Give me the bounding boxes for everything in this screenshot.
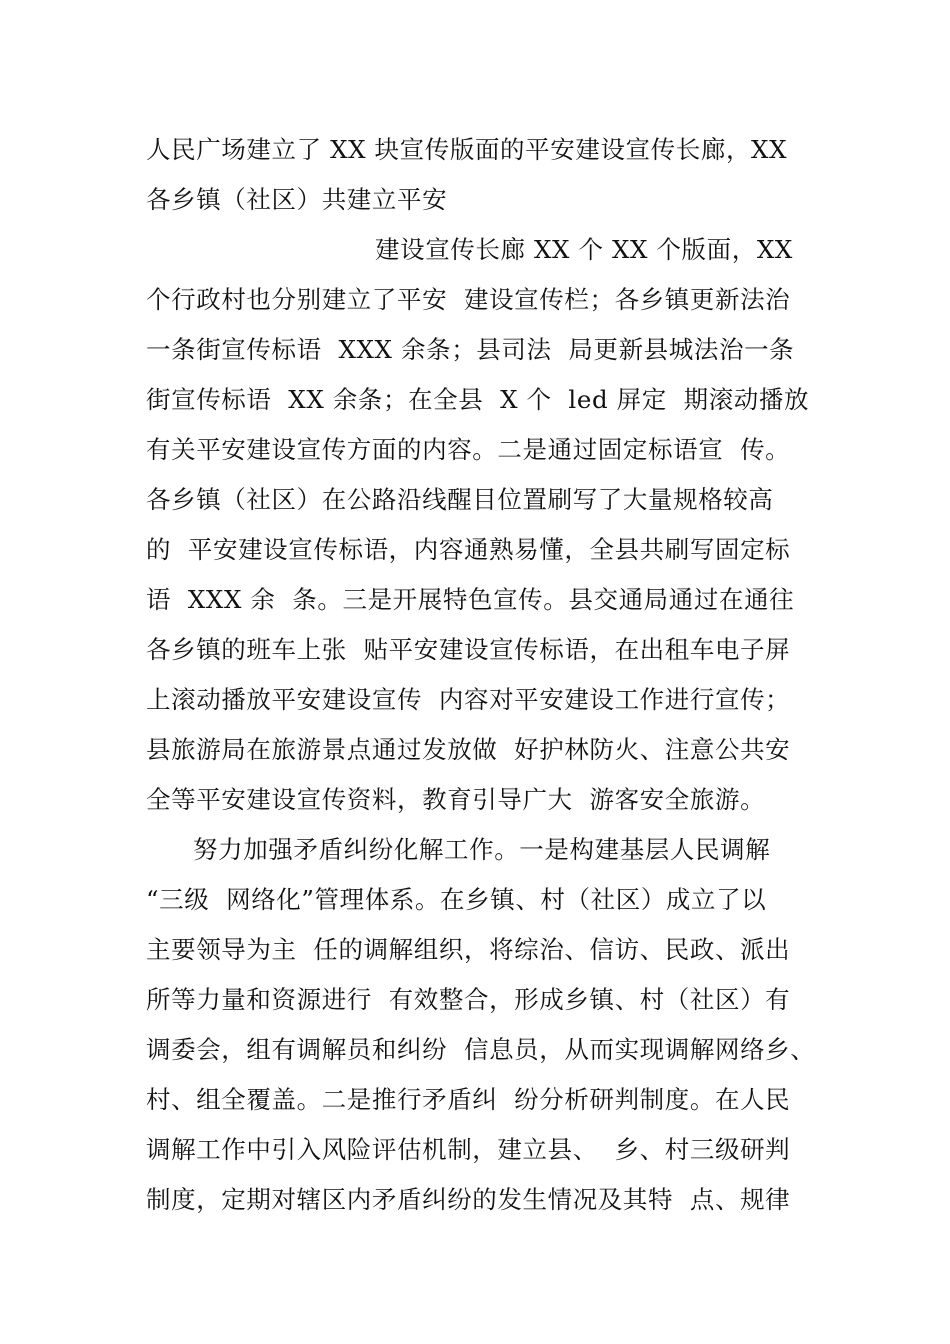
text-line: 调委会，组有调解员和纠纷 信息员，从而实现调解网络乡、 bbox=[146, 1035, 816, 1064]
text-line: 有关平安建设宣传方面的内容。二是通过固定标语宣 传。 bbox=[146, 435, 791, 464]
text-line: 语 XXX 余 条。三是开展特色宣传。县交通局通过在通往 bbox=[146, 585, 795, 614]
text-line: 所等力量和资源进行 有效整合，形成乡镇、村（社区）有 bbox=[146, 985, 791, 1014]
text-line: 各乡镇（社区）在公路沿线醒目位置刷写了大量规格较高 bbox=[146, 485, 774, 514]
text-line: 街宣传标语 XX 余条；在全县 X 个 led 屏定 期滚动播放 bbox=[146, 385, 810, 414]
text-line: 一条街宣传标语 XXX 余条；县司法 局更新县城法治一条 bbox=[146, 335, 795, 364]
text-line: 村、组全覆盖。二是推行矛盾纠 纷分析研判制度。在人民 bbox=[146, 1085, 791, 1114]
text-line: 各乡镇的班车上张 贴平安建设宣传标语，在出租车电子屏 bbox=[146, 635, 791, 664]
text-line: 人民广场建立了 XX 块宣传版面的平安建设宣传长廊，XX bbox=[146, 135, 788, 164]
text-line: 努力加强矛盾纠纷化解工作。一是构建基层人民调解 bbox=[193, 835, 771, 864]
text-line: 调解工作中引入风险评估机制，建立县、 乡、村三级研判 bbox=[146, 1135, 791, 1164]
text-line: 县旅游局在旅游景点通过发放做 好护林防火、注意公共安 bbox=[146, 735, 791, 764]
text-line: “三级 网络化”管理体系。在乡镇、村（社区）成立了以 bbox=[146, 885, 767, 914]
text-line: 各乡镇（社区）共建立平安 bbox=[146, 185, 448, 214]
text-line: 建设宣传长廊 XX 个 XX 个版面，XX bbox=[375, 235, 793, 264]
text-line: 全等平安建设宣传资料，教育引导广大 游客安全旅游。 bbox=[146, 785, 766, 814]
text-line: 的 平安建设宣传标语，内容通熟易懂，全县共刷写固定标 bbox=[146, 535, 791, 564]
text-line: 个行政村也分别建立了平安 建设宣传栏；各乡镇更新法治 bbox=[146, 285, 791, 314]
text-line: 制度，定期对辖区内矛盾纠纷的发生情况及其特 点、规律 bbox=[146, 1185, 791, 1214]
text-line: 上滚动播放平安建设宣传 内容对平安建设工作进行宣传； bbox=[146, 685, 791, 714]
text-line: 主要领导为主 任的调解组织，将综治、信访、民政、派出 bbox=[146, 935, 791, 964]
